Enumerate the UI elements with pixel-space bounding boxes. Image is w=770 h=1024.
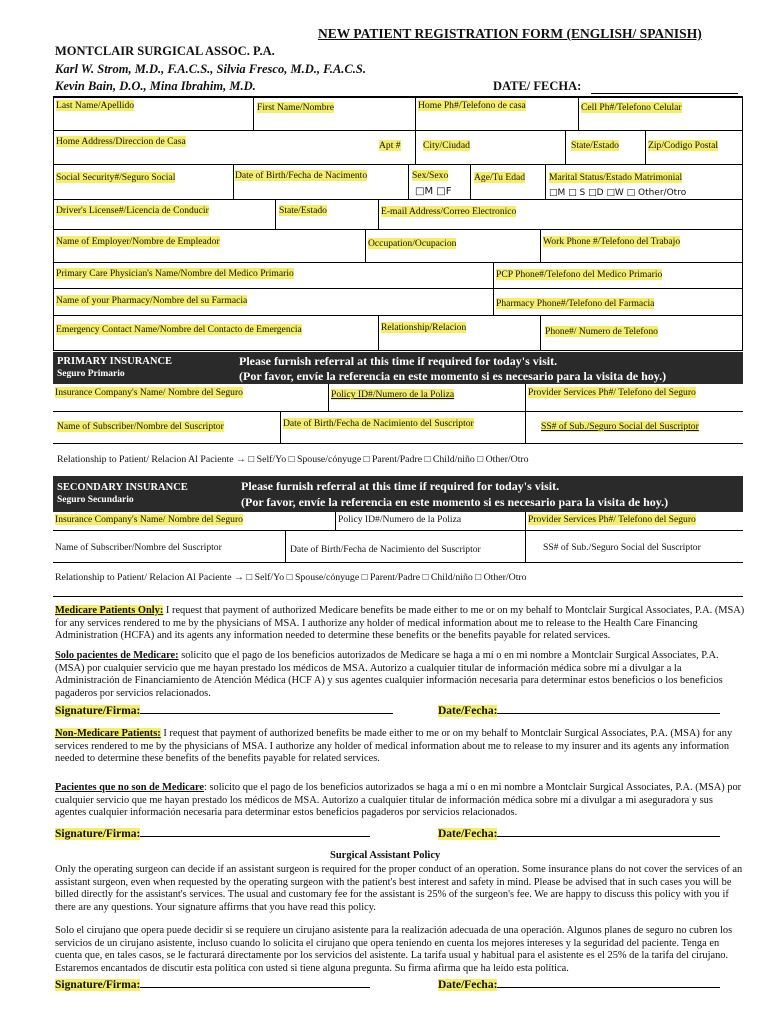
primary-referral-notice-es: (Por favor, envíe la referencia en este momento si es necesario para la visita de hoy.) [239,369,667,383]
surgical-policy-heading: Surgical Assistant Policy [330,850,441,861]
primary-company-field[interactable]: Insurance Company's Name/ Nombre del Seguro [55,387,243,398]
license-state-field[interactable]: State/Estado [279,205,327,216]
secondary-insurance-title: SECONDARY INSURANCE [57,482,188,493]
zip-field[interactable]: Zip/Codigo Postal [648,140,719,151]
non-medicare-paragraph [55,728,745,766]
last-name-field[interactable]: Last Name/Apellido [56,100,135,111]
medicare-date-line[interactable] [497,713,720,714]
surgical-policy-text: Only the operating surgeon can decide if an assistant surgeon is required for the proper conduct of an operation. Some insurance plans do not cover the services of an assistant surgeon, even when requested by the operating surgeon with the patient's best interest and safety in mind. Please be advised that in such cases you will be billed directly for the assistant's services. The usual and customary fee for the assistant is 25% of the surgeon's fee. We are happy to discuss this policy with you if there are any questions. Your signature affirms that you have read this policy. [55,864,743,913]
non-medicare-signature-label: Signature/Firma: [55,828,141,840]
emergency-phone-field[interactable]: Phone#/ Numero de Telefono [545,326,658,337]
doctors-line-2: Kevin Bain, D.O., Mina Ibrahim, M.D. [55,79,256,93]
primary-relationship-checkboxes[interactable]: Relationship to Patient/ Relacion Al Paciente → □ Self/Yo □ Spouse/cónyuge □ Parent/Padre □ Child/niño □ Other/Otro [57,454,529,465]
secondary-insurance-banner [53,476,743,512]
pharmacy-phone-field[interactable]: Pharmacy Phone#/Telefono del Farmacia [496,298,655,309]
non-medicare-date-row [438,828,720,840]
marital-status-field[interactable]: Marital Status/Estado Matrimonial [549,172,683,183]
medicare-date-row [438,705,720,717]
primary-referral-notice: Please furnish referral at this time if required for today's visit. [239,354,558,368]
secondary-referral-notice: Please furnish referral at this time if required for today's visit. [241,479,560,493]
form-title: NEW PATIENT REGISTRATION FORM (ENGLISH/ SPANISH) [318,26,702,41]
city-field[interactable]: City/Ciudad [423,140,470,151]
secondary-sub-ssn-field[interactable]: SS# of Sub./Seguro Social del Suscriptor [543,542,701,553]
occupation-field[interactable]: Occupation/Ocupacion [368,238,457,249]
medicare-heading: Medicare Patients Only: [55,605,164,616]
surgical-signature-row [55,979,370,991]
dob-field[interactable]: Date of Birth/Fecha de Nacimento [235,170,368,181]
non-medicare-text: I request that payment of authorized benefits be made either to me or on my behalf to Montclair Surgical Associates, P.A. (MSA) for any services rendered to me by the physicians of MSA. I authorize any holder of medical information about me to release to my insurer and its agents any information needed to determine these benefits of the benefits payable for related services. [55,728,733,765]
pharmacy-field[interactable]: Name of your Pharmacy/Nombre del su Farmacia [56,295,248,306]
primary-subscriber-field[interactable]: Name of Subscriber/Nombre del Suscriptor [57,421,224,432]
home-address-field[interactable]: Home Address/Direccion de Casa [56,136,186,147]
surgical-date-label: Date/Fecha: [438,979,498,991]
primary-sub-ssn-field[interactable]: SS# of Sub./Seguro Social del Suscriptor [541,421,699,432]
primary-insurance-title: PRIMARY INSURANCE [57,356,173,367]
employer-field[interactable]: Name of Employer/Nombre de Empleador [56,236,220,247]
apt-field[interactable]: Apt # [379,140,401,151]
primary-insurance-subtitle: Seguro Primario [57,369,125,379]
primary-policy-field[interactable]: Policy ID#/Numero de la Poliza [331,389,455,400]
primary-insurance-banner [53,352,743,384]
pcp-field[interactable]: Primary Care Physician's Name/Nombre del Medico Primario [56,268,294,279]
surgical-date-line[interactable] [497,987,720,988]
non-medicare-heading-es: Pacientes que no son de Medicare [55,782,205,793]
state-field[interactable]: State/Estado [571,140,619,151]
medicare-heading-es: Solo pacientes de Medicare: [55,650,179,661]
doctors-line-1: Karl W. Strom, M.D., F.A.C.S., Silvia Fresco, M.D., F.A.C.S. [55,62,366,76]
secondary-policy-field[interactable]: Policy ID#/Numero de la Poliza [338,514,462,525]
practice-name: MONTCLAIR SURGICAL ASSOC. P.A. [55,44,275,58]
non-medicare-paragraph-es [55,782,745,820]
medicare-date-label: Date/Fecha: [438,705,498,717]
license-field[interactable]: Driver's License#/Licencia de Conducir [56,205,209,216]
sex-field[interactable]: Sex/Sexo [412,170,449,181]
age-field[interactable]: Age/Tu Edad [474,172,526,183]
non-medicare-date-line[interactable] [497,836,720,837]
home-phone-field[interactable]: Home Ph#/Telefono de casa [418,100,526,111]
non-medicare-date-label: Date/Fecha: [438,828,498,840]
secondary-provider-phone-field[interactable]: Provider Services Ph#/ Telefono del Seguro [528,514,696,525]
first-name-field[interactable]: First Name/Nombre [257,102,335,113]
non-medicare-heading: Non-Medicare Patients: [55,728,161,739]
secondary-company-field[interactable]: Insurance Company's Name/ Nombre del Seguro [55,514,243,525]
cell-phone-field[interactable]: Cell Ph#/Telefono Celular [581,102,682,113]
date-label: DATE/ FECHA: [493,79,582,93]
emergency-relationship-field[interactable]: Relationship/Relacion [381,322,467,333]
secondary-insurance-subtitle: Seguro Secundario [57,495,134,505]
non-medicare-signature-row [55,828,370,840]
medicare-text-es: solicito que el pago de los beneficios autorizados de Medicare se haga a mí o en mi nombre a Montclair Surgical Associates, P.A. (MSA) por cualquier servicio que me hayan prestado los médicos de MSA. Autorizo a cualquier titular de información médica sobre mí a divulgar a la Administración de Financiamiento de Atención Médica (HCF A) y sus agentes cualquier información necesaria para determinar estos beneficios o los beneficios pagaderos por servicios relacionados. [55,650,723,699]
pcp-phone-field[interactable]: PCP Phone#/Telefono del Medico Primario [496,269,663,280]
medicare-paragraph [55,605,745,643]
surgical-signature-line[interactable] [140,987,370,988]
sex-options[interactable]: □M □F [415,186,452,197]
surgical-signature-label: Signature/Firma: [55,979,141,991]
medicare-signature-label: Signature/Firma: [55,705,141,717]
medicare-text: I request that payment of authorized Medicare benefits be made either to me or on my behalf to Montclair Surgical Associates, P.A. (MSA) for any services rendered to me by the physicians of MSA. I authorize any holder of medical information about me to release to the Health Care Financing Administration (HCFA) and its agents any information needed to determine these benefits or the benefits payable for related services. [55,605,745,642]
email-field[interactable]: E-mail Address/Correo Electronico [381,206,517,217]
marital-options[interactable]: □M □ S □D □W □ Other/Otro [549,188,687,198]
surgical-policy-text-es: Solo el cirujano que opera puede decidir si se requiere un cirujano asistente para la realización adecuada de una operación. Algunos planes de seguro no cubren los servicios de un cirujano asistente, incluso cuando lo solicita el cirujano que opera teniendo en cuenta los mejores intereses y la seguridad del paciente. Tenga en cuenta que, en tales casos, se le facturará directamente por los servicios del asistente. La tarifa usual y habitual para el asistente es el 25% de la tarifa del cirujano. Estaremos encantados de discutir esta política con usted si tiene alguna pregunta. Su firma afirma que ha leído esta política. [55,925,733,974]
medicare-signature-row [55,705,393,717]
primary-provider-phone-field[interactable]: Provider Services Ph#/ Telefono del Seguro [528,387,696,398]
secondary-sub-dob-field[interactable]: Date of Birth/Fecha de Nacimiento del Suscriptor [290,544,481,555]
ssn-field[interactable]: Social Security#/Seguro Social [56,172,176,183]
non-medicare-signature-line[interactable] [140,836,370,837]
surgical-date-row [438,979,720,991]
non-medicare-text-es: : solicito que el pago de los beneficios autorizados se haga a mí o en mi nombre a Montclair Surgical Associates, P.A. (MSA) por cualquier servicio que me hayan prestado los médicos de MSA. Autorizo a cualquier titular de información médica sobre mí a divulgar a mi aseguradora y sus agentes cualquier información necesaria para determinar estos beneficios pagaderos por servicios relacionados. [55,782,742,819]
medicare-paragraph-es [55,650,745,700]
work-phone-field[interactable]: Work Phone #/Telefono del Trabajo [543,236,681,247]
secondary-subscriber-field[interactable]: Name of Subscriber/Nombre del Suscriptor [55,542,222,553]
secondary-relationship-checkboxes[interactable]: Relationship to Patient/ Relacion Al Paciente → □ Self/Yo □ Spouse/cónyuge □ Parent/Padre □ Child/niño □ Other/Otro [55,572,527,583]
secondary-referral-notice-es: (Por favor, envíe la referencia en este momento si es necesario para la visita de hoy.) [241,495,669,509]
date-blank[interactable] [591,93,738,94]
medicare-signature-line[interactable] [140,713,393,714]
emergency-contact-field[interactable]: Emergency Contact Name/Nombre del Contacto de Emergencia [56,324,302,335]
primary-sub-dob-field[interactable]: Date of Birth/Fecha de Nacimiento del Suscriptor [283,418,474,429]
